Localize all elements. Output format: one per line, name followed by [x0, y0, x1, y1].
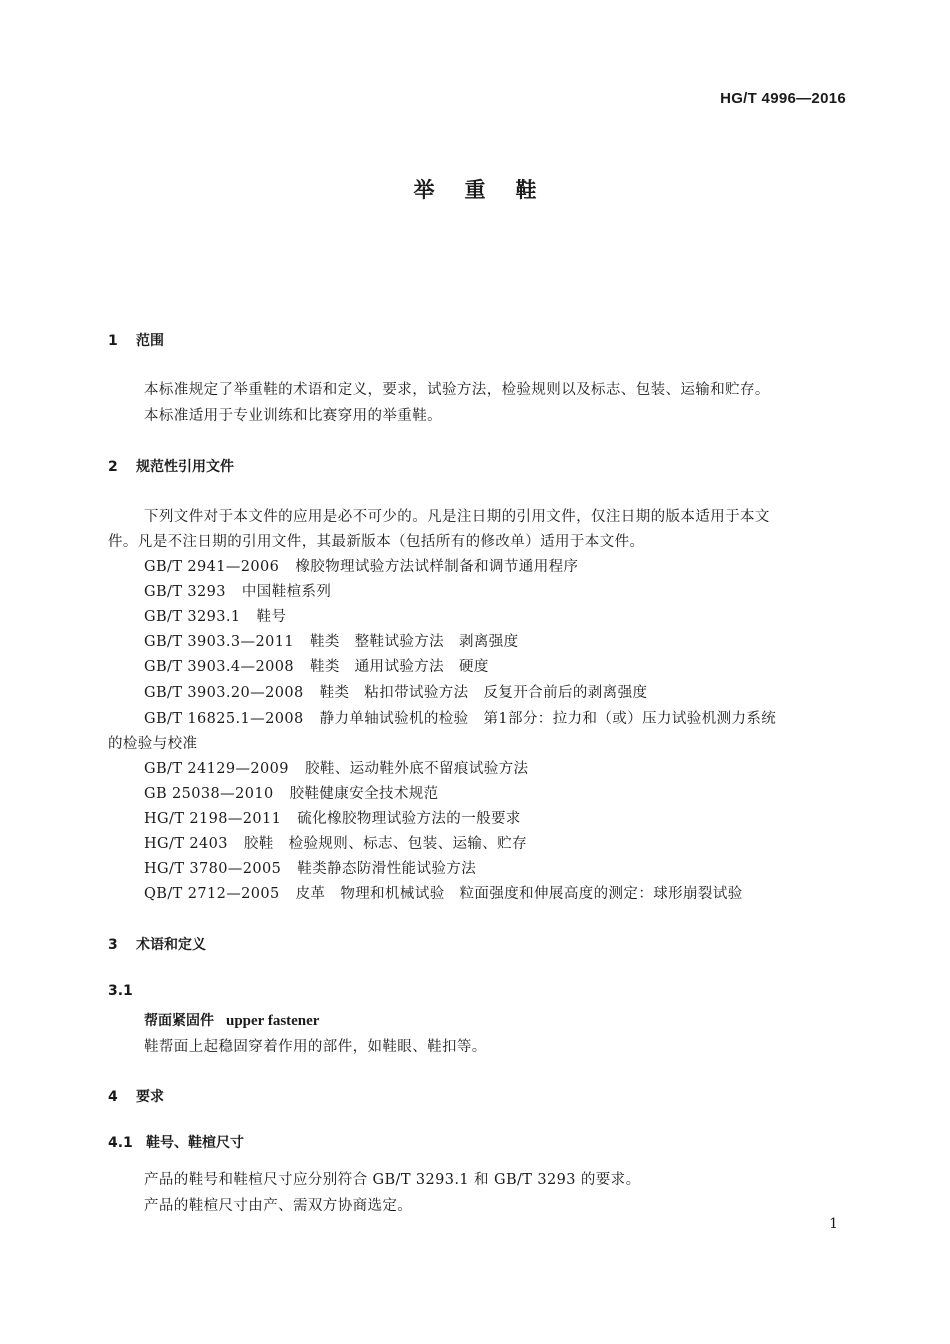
reference-title: 硫化橡胶物理试验方法的一般要求: [297, 811, 521, 827]
reference-code: GB/T 3293.1: [144, 609, 241, 625]
paragraph: 下列文件对于本文件的应用是必不可少的。凡是注日期的引用文件，仅注日期的版本适用于本文: [144, 509, 770, 525]
reference-title: 鞋类 整鞋试验方法 剥离强度: [309, 634, 519, 650]
reference-title: 皮革 物理和机械试验 粒面强度和伸展高度的测定：球形崩裂试验: [295, 886, 743, 902]
reference-code: GB/T 3293: [144, 584, 226, 600]
reference-title: 胶鞋健康安全技术规范: [289, 786, 439, 802]
document-code: HG/T 4996—2016: [720, 90, 846, 107]
document-title: 举重鞋: [413, 178, 567, 202]
paragraph: 本标准规定了举重鞋的术语和定义，要求，试验方法，检验规则以及标志、包装、运输和贮存。: [144, 382, 770, 398]
reference-code: HG/T 3780—2005: [144, 861, 282, 877]
reference-code: HG/T 2198—2011: [144, 811, 282, 827]
term-entry: [144, 1010, 319, 1030]
section-3-heading: [108, 934, 206, 954]
term-chinese: 帮面紧固件: [144, 1013, 214, 1029]
page-number: 1: [829, 1216, 838, 1232]
reference-title: 中国鞋楦系列: [241, 584, 332, 600]
reference-title: 鞋类 通用试验方法 硬度: [309, 659, 489, 675]
reference-code: GB/T 3903.20—2008: [144, 685, 304, 701]
reference-title: 橡胶物理试验方法试样制备和调节通用程序: [295, 559, 579, 575]
section-title: 规范性引用文件: [136, 459, 234, 475]
reference-code: GB/T 16825.1—2008: [144, 711, 304, 727]
term-english: upper fastener: [226, 1013, 320, 1029]
paragraph: 本标准适用于专业训练和比赛穿用的举重鞋。: [144, 408, 442, 424]
reference-item: [144, 782, 439, 803]
reference-item: [144, 882, 743, 903]
reference-title: 鞋类 粘扣带试验方法 反复开合前后的剥离强度: [319, 685, 648, 701]
reference-item: [144, 630, 519, 651]
section-title: 术语和定义: [136, 937, 206, 953]
paragraph: 件。凡是不注日期的引用文件，其最新版本（包括所有的修改单）适用于本文件。: [108, 534, 645, 550]
reference-item: [144, 707, 776, 728]
reference-item: [144, 555, 578, 576]
reference-title: 胶鞋 检验规则、标志、包装、运输、贮存: [243, 836, 528, 852]
subsection-number: 4.1: [108, 1135, 133, 1151]
reference-item: [144, 605, 286, 626]
paragraph: 产品的鞋号和鞋楦尺寸应分别符合 GB/T 3293.1 和 GB/T 3293 的要求。: [144, 1172, 641, 1188]
reference-title: 鞋类静态防滑性能试验方法: [297, 861, 477, 877]
reference-code: GB/T 3903.4—2008: [144, 659, 294, 675]
reference-continuation: 的检验与校准: [108, 736, 198, 752]
reference-code: HG/T 2403: [144, 836, 228, 852]
reference-code: GB/T 2941—2006: [144, 559, 280, 575]
section-number: 3: [108, 937, 118, 953]
section-2-heading: [108, 456, 234, 476]
reference-code: QB/T 2712—2005: [144, 886, 280, 902]
reference-item: [144, 857, 476, 878]
section-number: 2: [108, 459, 118, 475]
paragraph: 产品的鞋楦尺寸由产、需双方协商选定。: [144, 1198, 413, 1214]
reference-title: 静力单轴试验机的检验 第1部分：拉力和（或）压力试验机测力系统: [319, 711, 777, 727]
reference-title: 胶鞋、运动鞋外底不留痕试验方法: [304, 761, 529, 777]
term-definition: 鞋帮面上起稳固穿着作用的部件，如鞋眼、鞋扣等。: [144, 1039, 487, 1055]
subsection-title: 鞋号、鞋楦尺寸: [146, 1135, 244, 1151]
reference-code: GB/T 3903.3—2011: [144, 634, 294, 650]
section-4-heading: [108, 1086, 164, 1106]
section-number: 4: [108, 1089, 118, 1105]
reference-code: GB 25038—2010: [144, 786, 274, 802]
reference-item: [144, 757, 528, 778]
reference-item: [144, 807, 521, 828]
reference-code: GB/T 24129—2009: [144, 761, 289, 777]
reference-item: [144, 655, 489, 676]
reference-item: [144, 832, 527, 853]
reference-item: [144, 681, 647, 702]
section-number: 1: [108, 333, 118, 349]
section-title: 范围: [136, 333, 164, 349]
subsection-4-1-heading: [108, 1132, 244, 1152]
reference-title: 鞋号: [256, 609, 287, 625]
subsection-number: 3.1: [108, 983, 133, 999]
section-title: 要求: [136, 1089, 164, 1105]
section-1-heading: [108, 330, 164, 350]
reference-item: [144, 580, 331, 601]
